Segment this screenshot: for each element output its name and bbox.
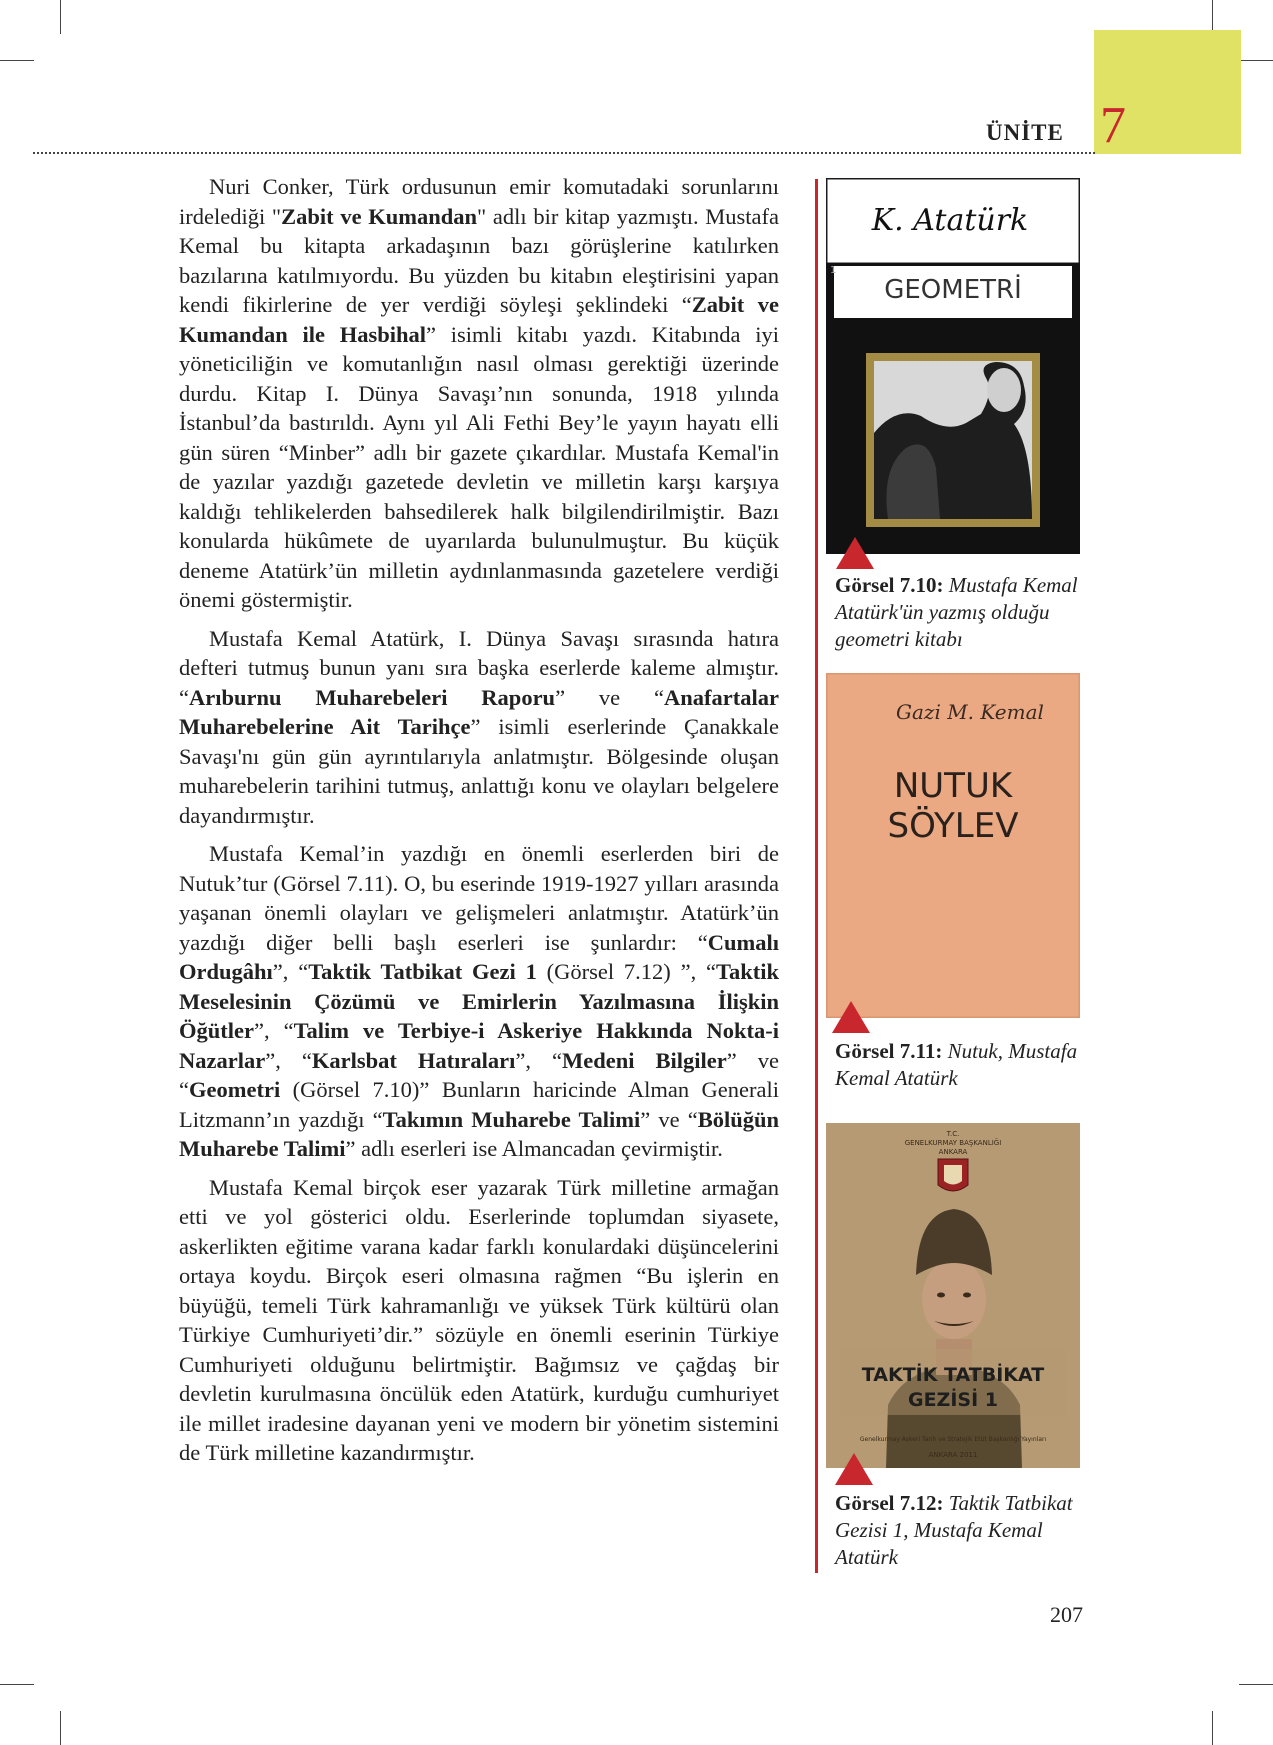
- page-mark: 1: [830, 265, 837, 276]
- caption-text: Nutuk, Mustafa Kemal Atatürk: [835, 1039, 1078, 1090]
- body-paragraph: [179, 1173, 779, 1468]
- crop-mark: [0, 60, 34, 61]
- taktik-tatbikat-book-cover: [826, 1123, 1080, 1468]
- paragraph-text: ” adlı eserleri ise Almancadan çevirmiştir.: [345, 1136, 723, 1161]
- nutuk-book-cover: [826, 673, 1080, 1018]
- paragraph-text: Mustafa Kemal Atatürk, I. Dünya Savaşı sırasında hatıra defteri tutmuş bunun yanı sıra başka eserlerde kaleme almıştır. “: [179, 625, 779, 710]
- cover-title-line-2: SÖYLEV: [887, 806, 1019, 846]
- signature-text: K. Atatürk: [871, 203, 1029, 238]
- header-divider: [33, 152, 1095, 154]
- bold-title-text: Takımın Muharebe Talimi: [382, 1106, 641, 1132]
- body-paragraph: [179, 624, 779, 831]
- cover-city-year: ANKARA 2011: [928, 1451, 978, 1459]
- unit-number: 7: [1100, 97, 1126, 154]
- paragraph-text: ”, “: [515, 1047, 562, 1073]
- crop-mark: [60, 0, 61, 34]
- main-text: [179, 172, 779, 1477]
- caption-marker: [832, 1001, 870, 1033]
- crop-mark: [60, 1711, 61, 1745]
- bold-title-text: Bölüğün Muharebe Talimi: [179, 1106, 779, 1161]
- paragraph-text: Nuri Conker, Türk ordusunun emir komutadaki sorunlarını irdelediği ": [179, 174, 779, 229]
- unit-label: ÜNİTE: [986, 120, 1064, 145]
- paragraph-text: (Görsel 7.10)” Bunların haricinde Alman Generali Litzmann’ın yazdığı “: [179, 1077, 779, 1132]
- caption-marker: [836, 537, 874, 569]
- cover-bottom-line: Genelkurmay Askeri Tarih ve Stratejik Etüt Başkanlığı Yayınları: [859, 1436, 1047, 1443]
- bold-title-text: Taktik Meselesinin Çözümü ve Emirlerin Yazılmasına İlişkin Öğütler: [179, 959, 779, 1043]
- crop-mark: [1212, 1711, 1213, 1745]
- caption-marker: [835, 1453, 873, 1485]
- bold-title-text: Talim ve Terbiye-i Askeriye Hakkında Nokta-i Nazarlar: [179, 1018, 779, 1073]
- caption-label: Görsel 7.12:: [835, 1491, 944, 1515]
- figure-caption: [835, 1490, 1085, 1571]
- caption-text: Taktik Tatbikat Gezisi 1, Mustafa Kemal Atatürk: [835, 1491, 1073, 1569]
- bold-title-text: Medeni Bilgiler: [561, 1047, 727, 1073]
- publisher-line-2: GENELKURMAY BAŞKANLIĞI: [904, 1139, 1002, 1147]
- cover-title-line-1: TAKTİK TATBİKAT: [861, 1364, 1045, 1386]
- sidebar-rule: [815, 179, 818, 1573]
- caption-text: Mustafa Kemal Atatürk'ün yazmış olduğu geometri kitabı: [835, 573, 1078, 651]
- body-paragraph: [179, 839, 779, 1164]
- paragraph-text: ” isimli eserlerinde Çanakkale Savaşı'nı gün gün ayrıntılarıyla anlatmıştır. Bölgesinde oluşan muharebelerin tarihini tutmuş, anlattığı konu ve olayları belgelere dayandırmıştır.: [179, 714, 779, 828]
- cover-title-line-2: GEZİSİ 1: [907, 1389, 999, 1411]
- page-number: 207: [1050, 1602, 1083, 1627]
- geometry-book-cover: [826, 178, 1080, 554]
- bold-title-text: Anafartalar Muharebelerine Ait Tarihçe: [179, 684, 779, 739]
- paragraph-text: ” ve “: [640, 1106, 698, 1132]
- caption-label: Görsel 7.10:: [835, 573, 944, 597]
- crop-mark: [1212, 0, 1213, 34]
- paragraph-text: ” isimli kitabı yazdı. Kitabında iyi yöneticiliğin ve komutanlığın nasıl olması gerektiği üzerinde durdu. Kitap I. Dünya Savaşı’nın sonunda, 1918 yılında İstanbul’da bastırıldı. Aynı yıl Ali Fethi Bey’le yayın hayatı elli gün süren “Minber” adlı bir gazete çıkardılar. Mustafa Kemal'in de yazılar yazdığı gazetede devletin ve milletin karşı karşıya kaldığı tehlikelerden bahsedilerek halk bilgilendirilmiştir. Bazı konularda hükûmete de uyarılarda bulunulmuştur. Bu küçük deneme Atatürk’ün milletin aydınlanmasında gazetelere verdiği önemi göstermiştir.: [179, 321, 779, 612]
- bold-title-text: Zabit ve Kumandan ile Hasbihal: [179, 292, 779, 347]
- bold-title-text: Arıburnu Muharebeleri Raporu: [189, 684, 556, 710]
- bold-title-text: Cumalı Ordugâhı: [179, 929, 779, 984]
- paragraph-text: ” ve “: [179, 1047, 779, 1102]
- cover-title: GEOMETRİ: [884, 275, 1022, 305]
- bold-title-text: Zabit ve Kumandan: [281, 203, 478, 229]
- paragraph-text: " adlı bir kitap yazmıştı. Mustafa Kemal bu kitapta arkadaşının bazı görüşlerine katılırken bazılarına katılmıyordu. Bu yüzden bu kitabın eleştirisini yapan kendi fikirlerine de yer verdiği söyleşi şeklindeki “: [179, 203, 779, 317]
- paragraph-text: Mustafa Kemal’in yazdığı en önemli eserlerden biri de Nutuk’tur (Görsel 7.11). O, bu eserinde 1919-1927 yılları arasında yaşanan önemli olayları ve gelişmeleri anlatmıştır. Atatürk’ün yazdığı diğer belli başlı eserleri ise şunlardır: “: [179, 841, 779, 955]
- paragraph-text: ”, “: [265, 1047, 312, 1073]
- crop-mark: [0, 1684, 34, 1685]
- paragraph-text: Mustafa Kemal birçok eser yazarak Türk milletine armağan etti ve yol gösterici oldu. Eserlerinde toplumdan siyasete, askerlikten eğitime varana kadar farklı konulardaki düşüncelerini ortaya koydu. Birçok eseri olmasına rağmen “Bu işlerin en büyüğü, temeli Türk kahramanlığı ve yüksek Türk kültürü olan Türkiye Cumhuriyeti’dir.” sözüyle en önemli eserinin Türkiye Cumhuriyeti olduğunu belirtmiştir. Bağımsız ve çağdaş bir devletin kurulmasına öncülük eden Atatürk, kurduğu cumhuriyet ile millet iradesine dayanan yeni ve modern bir yönetim sistemini de Türk milletine kazandırmıştır.: [179, 1174, 779, 1465]
- caption-label: Görsel 7.11:: [835, 1039, 943, 1063]
- paragraph-text: ” ve “: [555, 684, 665, 710]
- cover-title-line-1: NUTUK: [893, 766, 1013, 806]
- crop-mark: [1239, 60, 1273, 61]
- publisher-line-3: ANKARA: [938, 1148, 968, 1156]
- bold-title-text: Karlsbat Hatıraları: [311, 1047, 516, 1073]
- body-paragraph: [179, 172, 779, 615]
- crop-mark: [1239, 1684, 1273, 1685]
- figure-caption: [835, 572, 1085, 653]
- paragraph-text: ”, “: [253, 1018, 294, 1043]
- publisher-line-1: T.C.: [946, 1130, 960, 1138]
- signature-text: Gazi M. Kemal: [896, 700, 1044, 724]
- bold-title-text: Taktik Tatbikat Gezi 1: [308, 959, 537, 984]
- figure-caption: [835, 1038, 1085, 1092]
- paragraph-text: (Görsel 7.12) ”, “: [536, 959, 717, 984]
- paragraph-text: ”, “: [272, 959, 309, 984]
- bold-title-text: Geometri: [189, 1077, 281, 1102]
